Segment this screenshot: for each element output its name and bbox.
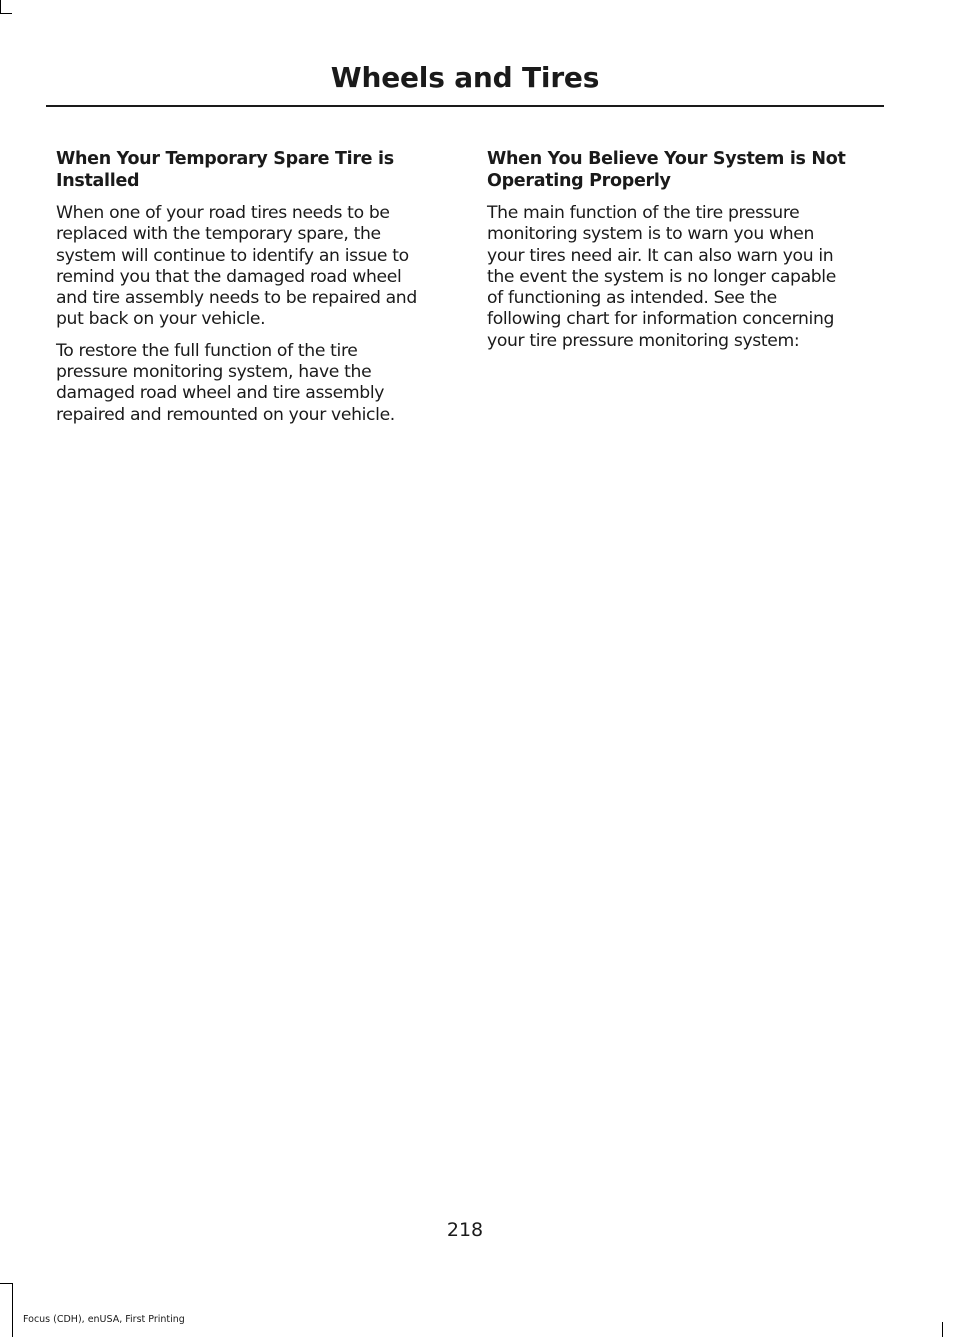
page-number: 218 bbox=[446, 1219, 484, 1241]
crop-mark-top-left-horizontal bbox=[0, 13, 12, 14]
left-column bbox=[56, 148, 451, 436]
paragraph-restore-function: To restore the full function of the tire pressure monitoring system, have the damaged road wheel and tire assembly repaired and remounted on your vehicle. bbox=[56, 340, 395, 425]
header-divider bbox=[46, 105, 884, 107]
footer-edition: Focus (CDH), enUSA, First Printing bbox=[23, 1314, 185, 1325]
crop-mark-bottom-left-horizontal bbox=[0, 1283, 13, 1284]
paragraph-main-function: The main function of the tire pressure monitoring system is to warn you when your tires need air. It can also warn you in the event the system is no longer capable of functioning as intended. See the following chart for information concerning your tire pressure monitoring system: bbox=[487, 203, 836, 351]
paragraph-spare-replacement: When one of your road tires needs to be replaced with the temporary spare, the system will continue to identify an issue to remind you that the damaged road wheel and tire assembly needs to be repaired and put back on your vehicle. bbox=[56, 203, 417, 330]
crop-mark-bottom-left-vertical bbox=[12, 1283, 13, 1337]
page-title: Wheels and Tires bbox=[330, 61, 600, 94]
right-column bbox=[487, 148, 882, 362]
crop-mark-bottom-right-vertical bbox=[942, 1322, 943, 1337]
section-heading-system-not-operating: When You Believe Your System is Not Operating Properly bbox=[487, 149, 846, 191]
crop-mark-top-left-vertical bbox=[0, 0, 1, 14]
section-heading-temporary-spare: When Your Temporary Spare Tire is Installed bbox=[56, 149, 394, 191]
